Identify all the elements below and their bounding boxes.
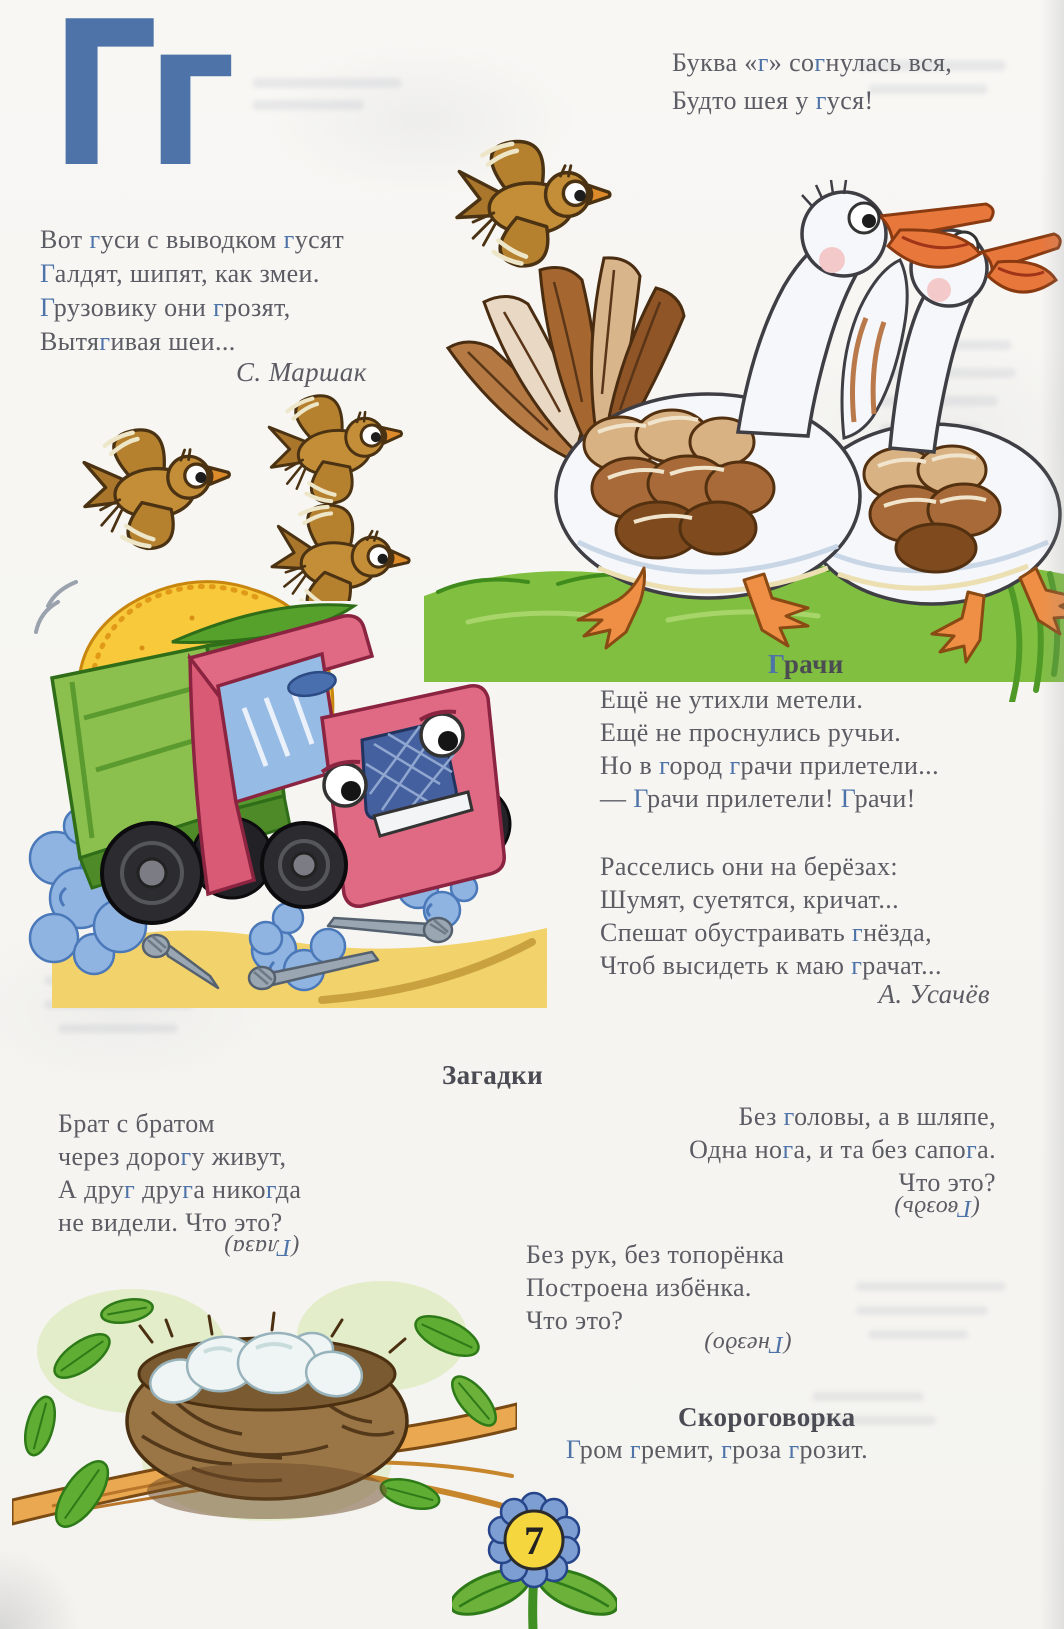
page-number: 7 — [524, 1518, 544, 1563]
riddle-nest-line: Построена избёнка. — [526, 1273, 752, 1302]
marshak-poem-line: Вот гуси с выводком гусят — [40, 225, 345, 254]
riddle-nail-line: Без головы, а в шляпе, — [738, 1102, 996, 1131]
grachi-title: Грачи — [768, 649, 844, 679]
grachi-line: Расселись они на берёзах: — [600, 852, 899, 881]
page-number-flower — [452, 1478, 617, 1629]
riddle-eyes-line: не видели. Что это? — [58, 1208, 283, 1237]
letter-pair-heading: Гг — [50, 0, 224, 212]
riddle-nail-answer: (Гвоздь) — [894, 1195, 980, 1221]
riddles-heading: Загадки — [442, 1060, 544, 1090]
riddle-eyes-answer: (Глаза) — [224, 1234, 300, 1260]
riddle-nail-line: Что это? — [898, 1168, 996, 1197]
tongue-twister-text: Гром гремит, гроза грозит. — [566, 1435, 869, 1464]
top-rhyme-line: Будто шея у гуся! — [672, 86, 874, 115]
grachi-line: Чтоб высидеть к маю грачат... — [600, 951, 942, 980]
truck-illustration — [22, 558, 547, 1008]
grachi-line: Шумят, суетятся, кричат... — [600, 885, 900, 914]
riddle-nest-line: Без рук, без топорёнка — [526, 1240, 785, 1269]
tongue-twister-heading: Скороговорка — [678, 1402, 856, 1432]
bleedthrough-line — [868, 1330, 968, 1339]
gosling-icon — [457, 141, 610, 265]
marshak-poem-line: Грузовику они грозят, — [40, 293, 291, 322]
nest-illustration — [12, 1256, 517, 1561]
bleedthrough-line — [252, 78, 402, 88]
riddle-nail-line: Одна нога, и та без сапога. — [689, 1135, 996, 1164]
scan-corner-shadow — [0, 1548, 84, 1629]
scan-edge-shadow — [1040, 0, 1064, 1629]
bleedthrough-line — [812, 1392, 924, 1401]
grachi-line: Ещё не проснулись ручьи. — [600, 718, 902, 747]
top-rhyme-line: Буква «г» согнулась вся, — [672, 48, 953, 77]
riddle-eyes-line: через дорогу живут, — [58, 1142, 287, 1171]
grachi-line: Но в город грачи прилетели... — [600, 751, 939, 780]
marshak-author: С. Маршак — [236, 357, 367, 387]
grachi-line: Спешат обустраивать гнёзда, — [600, 918, 932, 947]
grachi-line: — Грачи прилетели! Грачи! — [600, 784, 916, 813]
grachi-line: Ещё не утихли метели. — [600, 685, 864, 714]
grachi-author: А. Усачёв — [878, 979, 990, 1009]
riddle-nest-answer: (Гнездо) — [704, 1331, 792, 1357]
riddle-eyes-line: Брат с братом — [58, 1109, 215, 1138]
bleedthrough-line — [252, 100, 364, 110]
marshak-poem-line: Галдят, шипят, как змеи. — [40, 259, 320, 288]
riddle-nest-line: Что это? — [526, 1306, 624, 1335]
bleedthrough-line — [58, 1024, 178, 1033]
marshak-poem-line: Вытягивая шеи... — [40, 327, 236, 356]
riddle-eyes-line: А друг друга никогда — [58, 1175, 302, 1204]
bleedthrough-line — [868, 84, 988, 94]
bleedthrough-line — [856, 1282, 1006, 1291]
bleedthrough-line — [856, 1306, 988, 1315]
